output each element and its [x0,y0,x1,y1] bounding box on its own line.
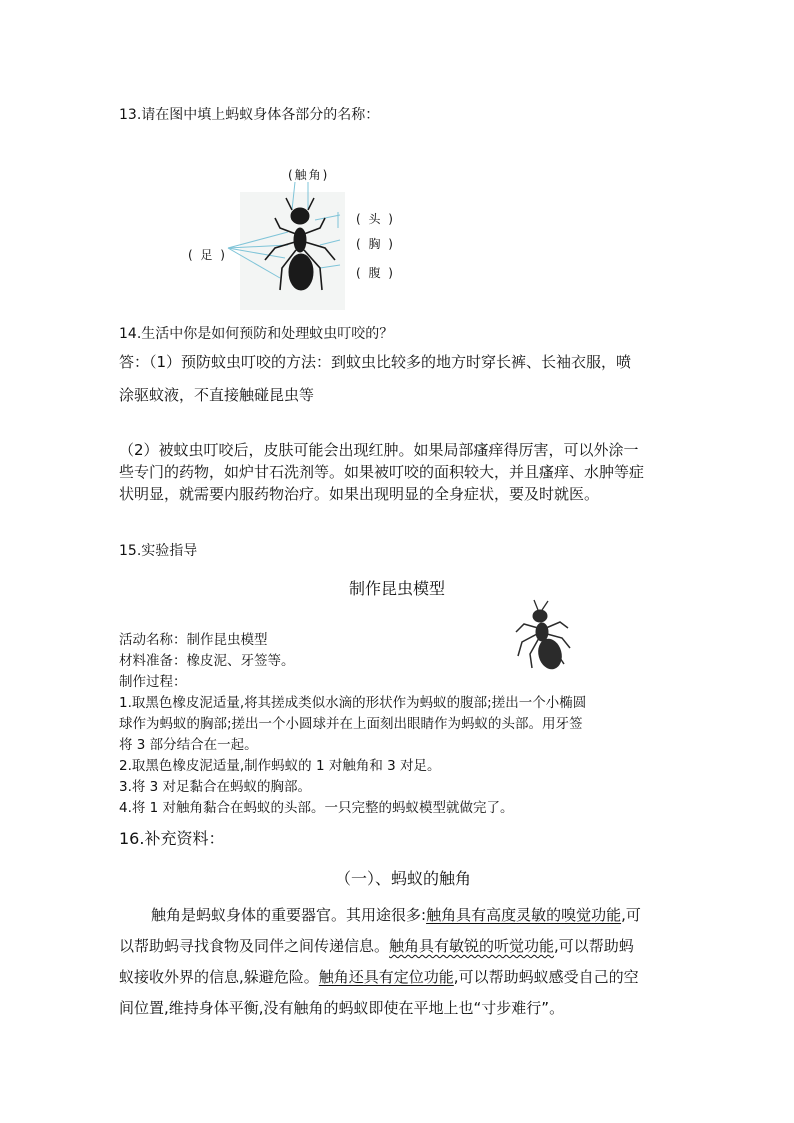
q14-part2-line3: 状明显，就需要内服药物治疗。如果出现明显的全身症状，要及时就医。 [119,485,600,503]
q16-text: 蚁接收外界的信息,躲避危险。 [119,968,319,986]
label-legs: ( 足 ) [188,248,227,262]
q15-step2: 2.取黑色橡皮泥适量,制作蚂蚁的 1 对触角和 3 对足。 [119,758,441,774]
q16-paragraph-line1 [151,904,641,925]
q15-activity: 活动名称：制作昆虫模型 [119,632,268,648]
q15-title: 15.实验指导 [119,543,198,559]
label-head: ( 头 ) [356,212,395,226]
label-antenna: (触角) [288,168,330,182]
q16-text: ,可 [621,906,641,924]
q15-step1-line3: 将 3 部分结合在一起。 [119,737,258,753]
label-thorax: ( 胸 ) [356,237,395,251]
q16-title: 16.补充资料： [119,829,225,848]
q16-text: 触角是蚂蚁身体的重要器官。其用途很多: [151,906,427,924]
q15-heading: 制作昆虫模型 [348,579,445,598]
q15-materials: 材料准备：橡皮泥、牙签等。 [119,653,295,669]
q15-step3: 3.将 3 对足黏合在蚂蚁的胸部。 [119,779,312,795]
ant-model-icon [512,598,574,674]
q16-highlight-position: 触角还具有定位功能 [318,968,454,986]
q15-step1-line2: 球作为蚂蚁的胸部;搓出一个小圆球并在上面刻出眼睛作为蚂蚁的头部。用牙签 [119,716,583,732]
ant-model-image [512,598,574,674]
q13-title: 13.请在图中填上蚂蚁身体各部分的名称： [119,107,380,123]
q16-text: 以帮助蚂寻找食物及同伴之间传递信息。 [119,937,390,955]
q14-title: 14.生活中你是如何预防和处理蚊虫叮咬的？ [119,326,394,342]
q16-text: ,可以帮助蚂 [554,937,634,955]
q14-answer-line2: 涂驱蚊液，不直接触碰昆虫等 [119,386,315,404]
q16-text: ,可以帮助蚂蚁感受自己的空 [453,968,639,986]
label-abdomen: ( 腹 ) [356,266,395,280]
q16-paragraph-line4: 间位置,维持身体平衡,没有触角的蚂蚁即使在平地上也“寸步难行”。 [119,999,565,1017]
q15-process: 制作过程： [119,674,187,690]
q14-part2-line2: 些专门的药物，如炉甘石洗剂等。如果被叮咬的面积较大，并且瘙痒、水肿等症 [119,463,645,481]
q16-paragraph-line3 [119,966,639,987]
q16-paragraph-line2 [119,935,634,956]
q14-part2-line1: （2）被蚊虫叮咬后，皮肤可能会出现红肿。如果局部瘙痒得厉害，可以外涂一 [119,441,639,459]
q15-step4: 4.将 1 对触角黏合在蚂蚁的头部。一只完整的蚂蚁模型就做完了。 [119,800,514,816]
q16-heading: （一）、蚂蚁的触角 [334,869,471,888]
q16-highlight-smell: 触角具有高度灵敏的嗅觉功能 [426,906,622,924]
q15-step1-line1: 1.取黑色橡皮泥适量,将其搓成类似水滴的形状作为蚂蚁的腹部;搓出一个小椭圆 [119,695,587,711]
q16-highlight-hearing: 触角具有敏锐的听觉功能 [389,937,555,955]
q14-answer-line1: 答：（1）预防蚊虫叮咬的方法：到蚊虫比较多的地方时穿长裤、长袖衣服，喷 [119,353,632,371]
